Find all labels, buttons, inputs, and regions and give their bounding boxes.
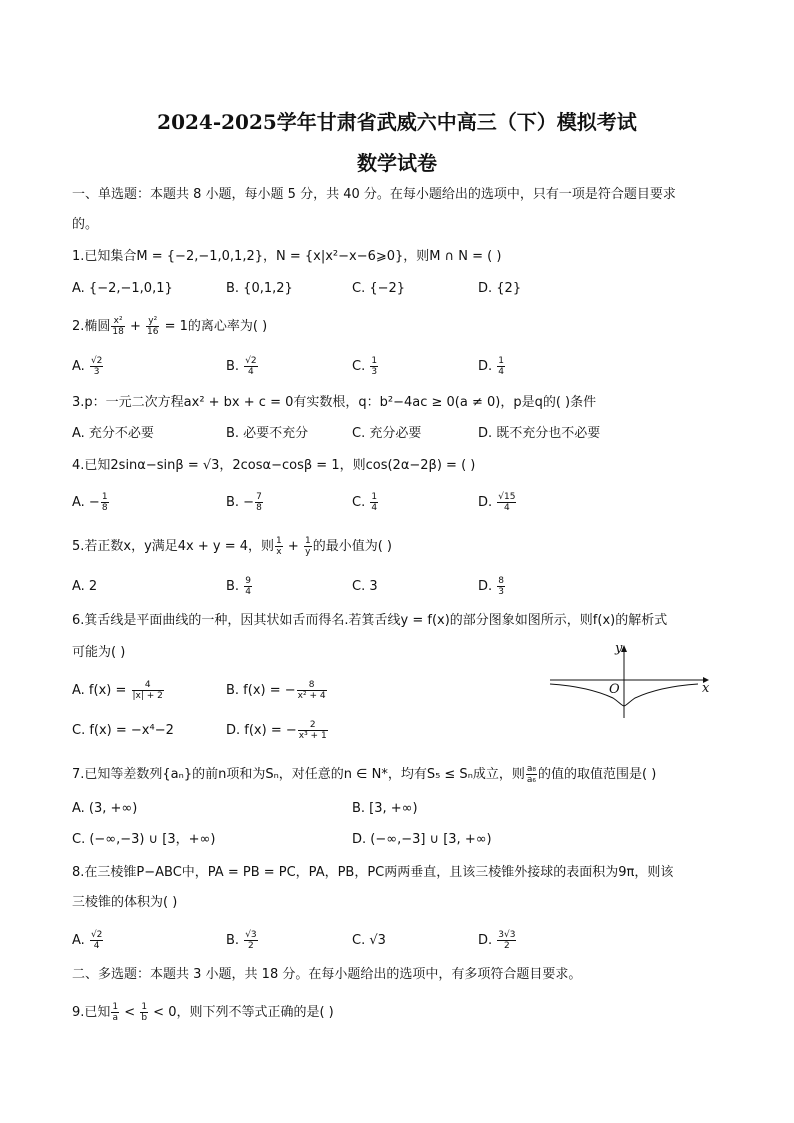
q2-option-d-den: 4 [498,367,505,377]
section2-header: 二、多选题：本题共 3 小题，共 18 分。在每小题给出的选项中，有多项符合题目要求。 [72,967,582,982]
q3-option-b: B. 必要不充分 [226,426,309,441]
q2-option-a-label: A. [72,359,89,374]
q2-fraction-1 [111,316,124,337]
q6-option-a-den: |x| + 2 [132,691,163,701]
q8-option-b-den: 2 [248,941,254,951]
q5-option-d [478,576,506,597]
q8-option-b-num: √3 [245,930,257,940]
q8-option-c: C. √3 [352,933,386,948]
q2-stem-pre: 2.椭圆 [72,319,111,334]
q2-option-c-den: 3 [371,367,378,377]
q5-option-b [226,576,253,597]
q5-fraction-2-den: y [305,547,311,557]
q4-option-d-fraction [497,492,516,513]
q4-option-c-num: 1 [371,492,378,502]
q9-fraction-2-den: b [141,1013,148,1023]
q9-fraction-2 [140,1002,148,1023]
q5-plus: + [283,539,303,554]
q5-option-b-fraction [244,576,252,597]
q9-fraction-2-num: 1 [141,1002,148,1012]
q3-option-d: D. 既不充分也不必要 [478,426,601,441]
q4-option-d [478,492,517,513]
q2-option-b-den: 4 [248,367,254,377]
q6-option-a-num: 4 [132,680,164,691]
q2-option-b-fraction [244,356,257,377]
q9-fraction-1-num: 1 [112,1002,119,1012]
q6-option-d-fraction [298,720,328,741]
q8-option-a-fraction [90,930,103,951]
q8-option-a [72,930,104,951]
q5-fraction-2 [304,536,312,557]
q6-option-a-fraction [132,680,164,701]
q7-stem-post: 的值的取值范围是( ) [538,767,657,782]
q2-option-b-num: √2 [245,356,257,366]
q6-stem-line1: 6.箕舌线是平面曲线的一种，因其状如舌而得名.若箕舌线y = f(x)的部分图象如图所示，则f(x)的解析式 [72,613,668,628]
q2-fraction-2 [146,316,159,337]
q5-fraction-1-den: x [276,547,282,557]
q5-option-d-num: 8 [498,576,505,586]
q4-option-a-num: 1 [101,492,108,502]
section1-header-line1: 一、单选题：本题共 8 小题，每小题 5 分，共 40 分。在每小题给出的选项中，只有一项是符合题目要求 [72,187,676,202]
q5-option-b-label: B. [226,579,244,594]
q9-lt: < [120,1005,140,1020]
q6-curve-graph [545,640,715,720]
q2-option-a-fraction [90,356,103,377]
q5-stem-pre: 5.若正数x，y满足4x + y = 4，则 [72,539,275,554]
q4-option-b-den: 8 [256,503,262,513]
q7-fraction-num: a₈ [526,764,536,774]
q7-fraction-den: a₆ [526,775,536,785]
q3-option-c: C. 充分必要 [352,426,422,441]
q3-option-a: A. 充分不必要 [72,426,154,441]
q2-fraction-1-den: 18 [112,327,124,337]
q4-option-b-label: B. − [226,495,255,510]
q6-option-d [226,720,329,741]
graph-origin-label: O [609,682,620,697]
page-title: 2024-2025学年甘肃省武威六中高三（下）模拟考试 [157,110,637,134]
q2-option-c-label: C. [352,359,370,374]
q2-option-a [72,356,104,377]
q3-stem: 3.p：一元二次方程ax² + bx + c = 0有实数根，q：b²−4ac ≥ 0(a ≠ 0)，p是q的( )条件 [72,395,597,410]
q6-stem-line2: 可能为( ) [72,645,126,660]
q5-fraction-1 [275,536,283,557]
q4-option-c-fraction [370,492,378,513]
q2-option-c-fraction [370,356,378,377]
q2-option-d [478,356,506,377]
q2-option-b-label: B. [226,359,244,374]
q6-option-b [226,680,328,701]
q6-option-a-label: A. f(x) = [72,683,131,698]
q7-option-d: D. (−∞,−3] ∪ [3, +∞) [352,832,492,847]
q6-option-c: C. f(x) = −x⁴−2 [72,723,174,738]
q2-fraction-2-den: 16 [147,327,159,337]
q5-option-a: A. 2 [72,579,98,594]
q1-option-a: A. {−2,−1,0,1} [72,281,173,296]
q6-option-b-fraction [297,680,327,701]
q6-option-d-num: 2 [298,720,328,731]
q4-option-a [72,492,110,513]
q2-option-a-num: √2 [90,356,103,366]
q9-stem [72,1002,334,1023]
q5-fraction-1-num: 1 [276,536,282,546]
q5-fraction-2-num: 1 [304,536,311,546]
q8-option-d-fraction [497,930,516,951]
q6-option-b-den: x² + 4 [297,691,326,701]
q5-option-d-den: 3 [498,587,505,597]
q6-option-b-label: B. f(x) = − [226,683,296,698]
q7-option-a: A. (3, +∞) [72,801,138,816]
q8-option-b-label: B. [226,933,244,948]
q8-option-a-label: A. [72,933,89,948]
q1-option-c: C. {−2} [352,281,406,296]
q6-option-d-den: x³ + 1 [298,731,327,741]
q2-option-d-label: D. [478,359,497,374]
q4-option-b-num: 7 [256,492,262,502]
q2-option-c-num: 1 [371,356,378,366]
q5-option-b-den: 4 [245,587,251,597]
q4-option-b-fraction [255,492,263,513]
q4-option-a-fraction [101,492,109,513]
page-subtitle: 数学试卷 [357,151,437,175]
q7-option-b: B. [3, +∞) [352,801,418,816]
q8-stem-line2: 三棱锥的体积为( ) [72,895,178,910]
q8-option-a-den: 4 [93,941,100,951]
q4-option-d-den: 4 [504,503,510,513]
q8-option-d [478,930,517,951]
q4-option-c-label: C. [352,495,370,510]
q9-stem-post: < 0，则下列不等式正确的是( ) [149,1005,334,1020]
q1-stem: 1.已知集合M = {−2,−1,0,1,2}，N = {x|x²−x−6⩾0}，则M ∩ N = ( ) [72,249,502,264]
q9-fraction-1 [111,1002,119,1023]
graph-y-label: y [615,641,623,656]
q2-stem [72,316,267,337]
q5-stem-post: 的最小值为( ) [312,539,392,554]
q7-option-c: C. (−∞,−3) ∪ [3，+∞) [72,832,216,847]
q4-option-c [352,492,379,513]
graph-x-label: x [702,681,710,696]
q5-option-d-label: D. [478,579,497,594]
q4-option-d-label: D. [478,495,497,510]
q5-option-d-fraction [497,576,505,597]
q2-option-d-fraction [497,356,505,377]
q7-stem [72,764,656,785]
q5-stem [72,536,392,557]
q2-option-a-den: 3 [93,367,100,377]
q9-stem-pre: 9.已知 [72,1005,111,1020]
q9-fraction-1-den: a [112,1013,119,1023]
q4-option-b [226,492,264,513]
q4-option-a-den: 8 [101,503,108,513]
q4-option-d-num: √15 [498,492,516,502]
q2-stem-post: = 1的离心率为( ) [160,319,268,334]
q2-plus: + [125,319,146,334]
q4-stem: 4.已知2sinα−sinβ = √3，2cosα−cosβ = 1，则cos(2α−2β) = ( ) [72,458,476,473]
q1-option-b: B. {0,1,2} [226,281,293,296]
q7-fraction [526,764,537,785]
q5-option-c: C. 3 [352,579,378,594]
q8-option-b [226,930,259,951]
q6-option-d-label: D. f(x) = − [226,723,297,738]
q2-fraction-1-num: x² [111,316,124,327]
q6-option-a [72,680,165,701]
q8-stem-line1: 8.在三棱锥P−ABC中，PA = PB = PC，PA，PB，PC两两垂直，且该三棱锥外接球的表面积为9π，则该 [72,865,674,880]
q4-option-c-den: 4 [371,503,378,513]
q4-option-a-label: A. − [72,495,100,510]
q8-option-d-num: 3√3 [498,930,516,940]
q8-option-d-den: 2 [504,941,510,951]
q2-option-d-num: 1 [498,356,505,366]
q7-stem-pre: 7.已知等差数列{aₙ}的前n项和为Sₙ，对任意的n ∈ N*，均有S₅ ≤ Sₙ成立，则 [72,767,525,782]
q8-option-a-num: √2 [90,930,103,940]
q8-option-b-fraction [244,930,257,951]
q6-option-b-num: 8 [297,680,327,691]
q2-option-c [352,356,379,377]
q2-fraction-2-num: y² [146,316,159,327]
q2-option-b [226,356,259,377]
section1-header-line2: 的。 [72,217,99,232]
q5-option-b-num: 9 [245,576,251,586]
q8-option-d-label: D. [478,933,497,948]
q1-option-d: D. {2} [478,281,522,296]
